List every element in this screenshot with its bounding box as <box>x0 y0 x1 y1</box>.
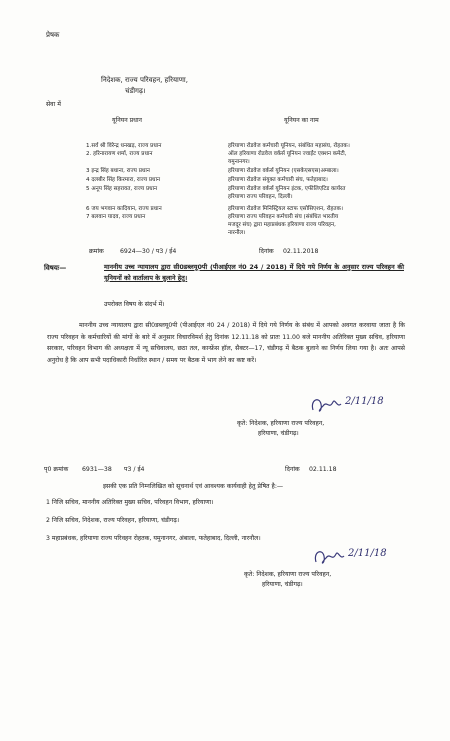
row-3-president: 3 इन्द्र सिंह बधाना, राज्य प्रधान <box>86 168 150 174</box>
recipient-label: सेवा में <box>46 101 61 108</box>
subject-label: विषयः— <box>44 264 67 272</box>
endorsement-number: 6931—38 <box>82 466 112 473</box>
reference-line: उपरोक्त विषय के संदर्भ में। <box>104 301 165 308</box>
endorsement-item-2: 2 निजि सचिव, निदेशक, राज्य परिवहन, हरियाणा, चंडीगढ़। <box>46 517 180 524</box>
endorsement-item-3: 3 महाप्रबंधक, हरियाणा राज्य परिवहन रोहतक, यमुनानगर, अंबाला, फतेहाबाद, दिल्ली, नारनौल। <box>46 535 261 542</box>
signature-1-date: 2/11/18 <box>345 396 384 407</box>
row-2-union-line-1: ऑल हरियाणा रोडवेज वर्कर्स यूनियन ज्वाईंट एक्शन कमेटी, <box>228 151 347 157</box>
row-5-union-line-2: हरियाणा राज्य परिवहन, दिल्ली। <box>228 194 293 200</box>
row-7-union-line-2: मजदूर संघ) द्वारा महाप्रबंधक हरियाणा राज्य परिवहन, <box>228 222 336 228</box>
row-5-union-line-1: हरियाणा रोडवेज वर्कर्स यूनियन इंटक, एफीलिएटिड कार्यरत <box>228 186 346 192</box>
row-4-president: 4 दलबीर सिंह किरमारा, राज्य प्रधान <box>86 177 161 183</box>
row-7-union-line-1: हरियाणा राज्य परिवहन कर्मचारी संघ (संबंधित भारतीय <box>228 214 339 220</box>
row-7-president: 7 बलवान यादव, राज्य प्रधान <box>86 214 146 220</box>
memo-date-label: दिनांक <box>259 248 274 255</box>
sender-line-2: चंडीगढ़। <box>125 87 146 95</box>
sender-line-1: निदेशक, राज्य परिवहन, हरियाणा, <box>101 76 188 84</box>
subject-text: माननीय उच्च न्यायालय द्वारा सी0डब्लयू0पी (पीआईएल नं0 24 / 2018) में दिये गये निर्णय के अनुसार राज्य परिवहन की यूनियनों को वार्तालाप के बुलाने हेतु। <box>104 263 404 282</box>
row-2-union-line-2: यमुनानगर। <box>228 159 250 165</box>
row-4-union: हरियाणा रोडवेज संयुक्त कर्मचारी संघ, फतेहाबाद। <box>228 177 328 183</box>
letter-body: माननीय उच्च न्यायालय द्वारा सी0डब्लयू0पी (पीआईएल नं0 24 / 2018) में दिये गये निर्णय के संबंध में आपको अवगत करवाया जाता है कि राज्य परिवहन के कर्मचारियों की मांगों के बारे में अनुसार विचारविमर्श हेतु दिनांक 12.11.18 को प्रातः 11.00 बजे माननीय अतिरिक्त मुख्य सचिव, हरियाणा सरकार, परिवहन विभाग की अध्यक्षता में न्यू सचिवालय, छठा तल, कान्फ्रेंस हॉल, सैक्टर—17, चंडीगढ़ में बैठक बुलाने का निर्णय लिया गया है। अतः आपसे अनुरोध है कि आप सभी पदाधिकारी निर्धारित स्थान / समय पर बैठक में भाग लेने का कष्ट करें। <box>47 322 405 364</box>
signature-2-line-2: हरियाणा, चंडीगढ़। <box>262 581 303 588</box>
row-7-union-line-3: नारनौल। <box>228 230 246 236</box>
signature-2 <box>308 544 398 570</box>
union-name-header: यूनियन का नाम <box>284 117 319 124</box>
signature-2-date: 2/11/18 <box>348 548 387 559</box>
row-3-union: हरियाणा रोडवेज वर्कर्स यूनियन (एसकेएसएस)अम्बाला। <box>228 168 339 174</box>
sender-label: प्रेषक <box>46 31 60 39</box>
signature-2-line-1: कृते: निदेशक, हरियाणा राज्य परिवहन, <box>244 571 332 578</box>
row-5-president: 5 अनूप सिंह सहरावत, राज्य प्रधान <box>86 186 158 192</box>
row-6-union: हरियाणा रोडवेज मिनिस्ट्रियल स्टाफ एसोसिएशन, रोहतक। <box>228 206 344 212</box>
memo-number: 6924—30 / प3 / ई4 <box>120 248 177 255</box>
signature-1-line-2: हरियाणा, चंडीगढ़। <box>258 430 299 437</box>
endorsement-date: 02.11.18 <box>309 466 337 473</box>
signature-1-line-1: कृते: निदेशक, हरियाणा राज्य परिवहन, <box>237 420 325 427</box>
endorsement-item-1: 1 निजि सचिव, माननीय अतिरिक्त मुख्य सचिव, परिवहन विभाग, हरियाणा। <box>46 499 214 506</box>
memo-label: क्रमांक <box>89 248 104 255</box>
memo-date: 02.11.2018 <box>283 248 319 255</box>
row-6-president: 6 जय भगवान कादियान, राज्य प्रधान <box>86 206 162 212</box>
union-president-header: यूनियन प्रधान <box>112 117 142 124</box>
endorsement-ref: प3 / ई4 <box>124 466 145 473</box>
endorsement-intro: इसकी एक प्रति निम्नलिखित को सूचनार्थ एवं आवश्यक कार्यवाही हेतु प्रेषित है:— <box>103 483 284 490</box>
endorsement-date-label: दिनांक <box>285 466 300 473</box>
row-2-president: 2. हरिनारायण शर्मा, राज्य प्रधान <box>86 151 153 157</box>
row-1-president: 1.सर्व श्री विरेन्द्र धनखड़, राज्य प्रधान <box>86 143 162 149</box>
row-1-union: हरियाणा रोडवेज कर्मचारी यूनियन, संबंधित महासंघ, रोहतक। <box>228 143 350 149</box>
signature-1 <box>305 392 395 418</box>
endorsement-label: पृ0 क्रमांक <box>44 466 69 473</box>
